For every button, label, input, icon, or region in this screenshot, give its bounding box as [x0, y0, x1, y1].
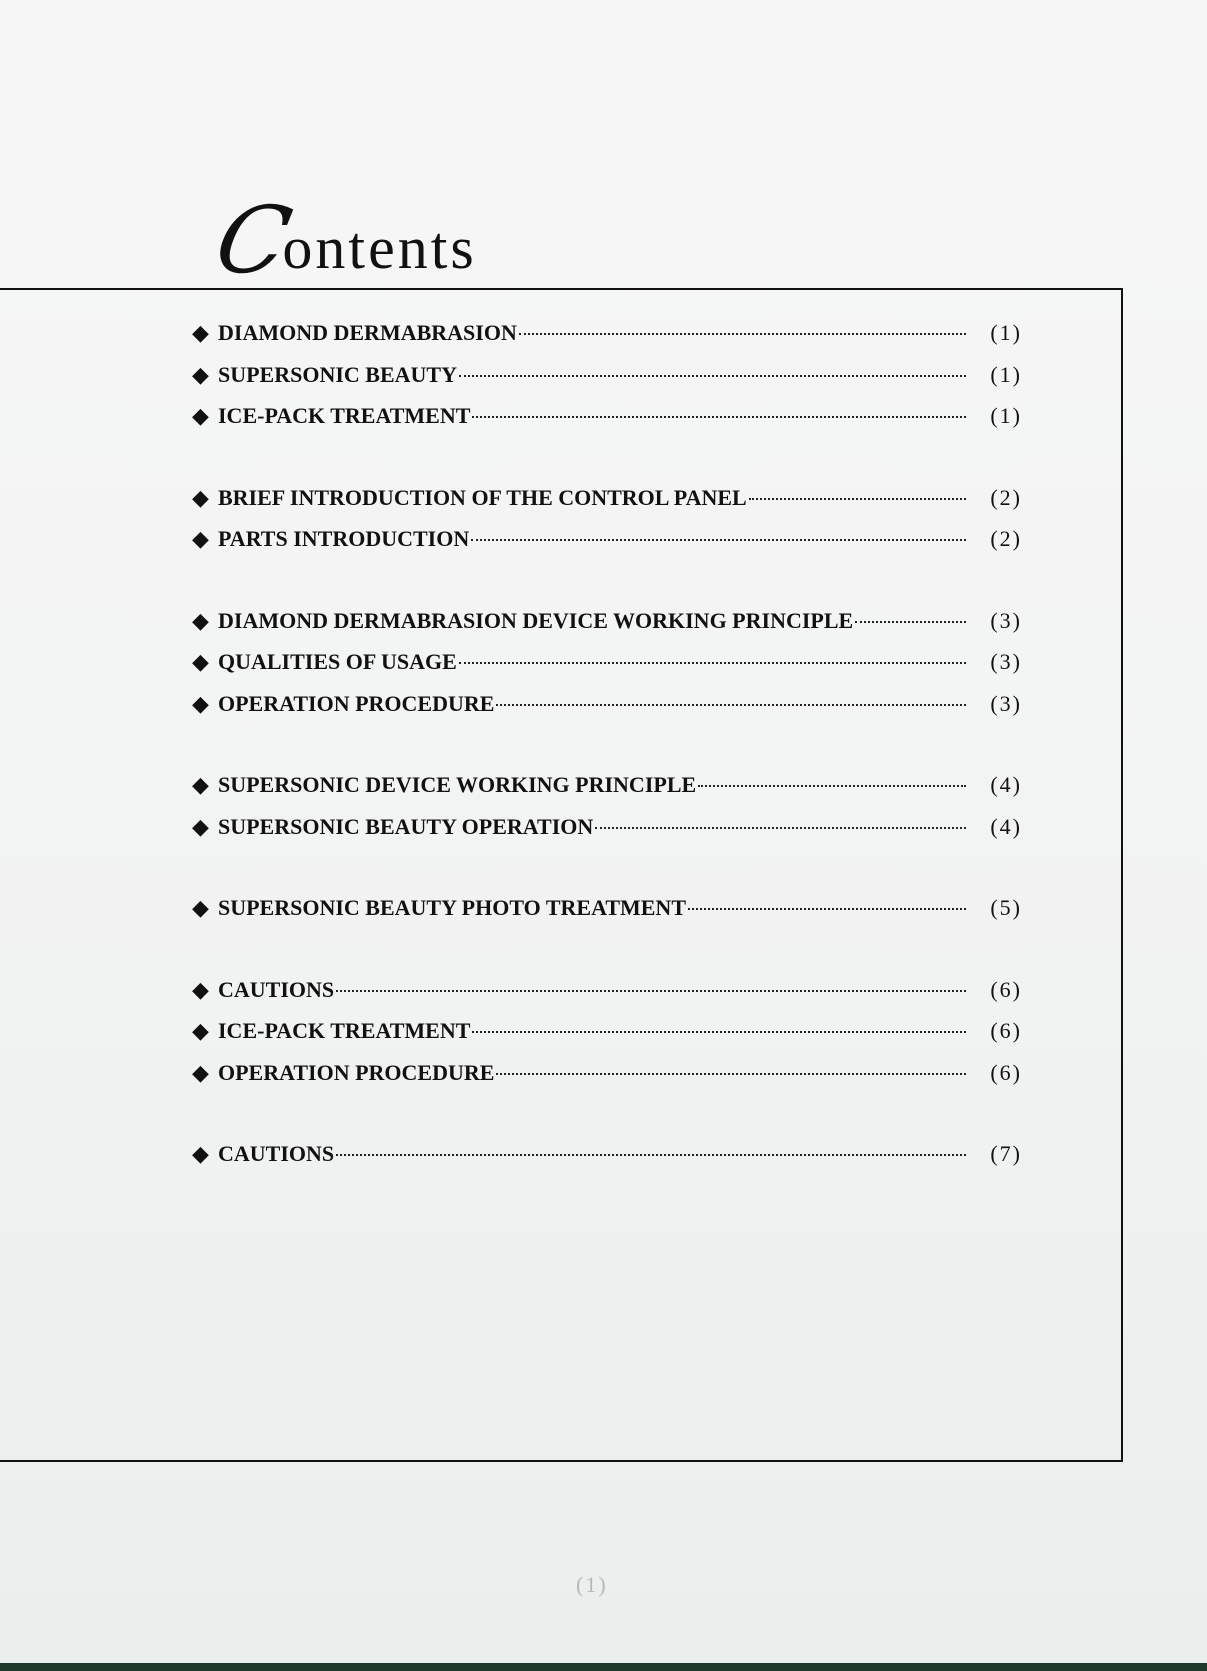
toc-entry-title: CAUTIONS [218, 976, 335, 1002]
toc-entry [192, 320, 1022, 362]
toc-entry-page: (2) [990, 484, 1022, 510]
toc-entry-title: SUPERSONIC DEVICE WORKING PRINCIPLE [218, 772, 697, 797]
toc-group [192, 772, 1022, 855]
toc-entry-title: CAUTIONS [218, 1141, 335, 1166]
title-rest: ontents [282, 215, 477, 281]
diamond-bullet-icon: ◆ [192, 1018, 209, 1043]
diamond-bullet-icon: ◆ [192, 526, 209, 551]
toc-entry [192, 403, 1022, 445]
toc-entry [192, 608, 1022, 650]
toc-entry-page: (6) [990, 1018, 1022, 1043]
toc-entry [192, 362, 1022, 404]
toc-entry-page: (6) [990, 1059, 1022, 1085]
diamond-bullet-icon: ◆ [192, 649, 209, 674]
table-of-contents [192, 320, 1022, 1223]
diamond-bullet-icon: ◆ [192, 1141, 209, 1166]
toc-entry-title: PARTS INTRODUCTION [218, 526, 470, 551]
diamond-bullet-icon: ◆ [192, 690, 209, 716]
toc-entry-page: (7) [990, 1141, 1022, 1166]
toc-entry [192, 1141, 1022, 1183]
diamond-bullet-icon: ◆ [192, 976, 209, 1002]
toc-group [192, 895, 1022, 937]
toc-entry-page: (3) [990, 607, 1022, 633]
toc-entry-page: (4) [990, 813, 1022, 839]
toc-entry-page: (3) [990, 690, 1022, 716]
toc-entry [192, 977, 1022, 1019]
toc-entry-title: DIAMOND DERMABRASION [218, 320, 517, 345]
toc-entry-title: SUPERSONIC BEAUTY OPERATION [218, 813, 594, 839]
dot-leader [595, 827, 966, 829]
dot-leader [698, 785, 966, 787]
toc-group [192, 608, 1022, 733]
toc-entry [192, 691, 1022, 733]
toc-group [192, 320, 1022, 445]
toc-group [192, 977, 1022, 1102]
dot-leader [688, 908, 966, 910]
toc-entry-title: BRIEF INTRODUCTION OF THE CONTROL PANEL [218, 484, 747, 510]
toc-entry [192, 814, 1022, 856]
diamond-bullet-icon: ◆ [192, 403, 209, 428]
dot-leader [519, 333, 966, 335]
bottom-edge [0, 1663, 1207, 1671]
dot-leader [336, 1154, 966, 1156]
dot-leader [459, 662, 966, 664]
toc-entry [192, 895, 1022, 937]
toc-entry [192, 1018, 1022, 1060]
dot-leader [471, 539, 966, 541]
toc-entry-page: (1) [990, 403, 1022, 428]
toc-entry-page: (5) [990, 895, 1022, 920]
diamond-bullet-icon: ◆ [192, 813, 209, 839]
toc-entry [192, 649, 1022, 691]
dot-leader [496, 1073, 966, 1075]
page-title [206, 187, 477, 294]
diamond-bullet-icon: ◆ [192, 895, 209, 920]
toc-entry [192, 772, 1022, 814]
toc-entry-title: OPERATION PROCEDURE [218, 690, 495, 716]
dot-leader [472, 416, 966, 418]
diamond-bullet-icon: ◆ [192, 607, 209, 633]
toc-entry-title: SUPERSONIC BEAUTY PHOTO TREATMENT [218, 895, 686, 920]
diamond-bullet-icon: ◆ [192, 484, 209, 510]
dot-leader [472, 1031, 966, 1033]
dot-leader [496, 704, 966, 706]
toc-entry-page: (1) [990, 320, 1022, 345]
toc-entry-title: DIAMOND DERMABRASION DEVICE WORKING PRINCIPLE [218, 607, 854, 633]
dot-leader [749, 498, 966, 500]
toc-group [192, 1141, 1022, 1183]
diamond-bullet-icon: ◆ [192, 361, 209, 387]
dot-leader [336, 990, 966, 992]
toc-entry-title: SUPERSONIC BEAUTY [218, 361, 457, 387]
toc-entry-page: (2) [990, 526, 1022, 551]
toc-entry-title: ICE-PACK TREATMENT [218, 403, 471, 428]
diamond-bullet-icon: ◆ [192, 772, 209, 797]
toc-entry [192, 485, 1022, 527]
diamond-bullet-icon: ◆ [192, 1059, 209, 1085]
title-initial: C [206, 187, 300, 294]
toc-group [192, 485, 1022, 568]
diamond-bullet-icon: ◆ [192, 320, 209, 345]
toc-entry-page: (4) [990, 772, 1022, 797]
page-number: (1) [576, 1572, 608, 1597]
toc-entry-page: (1) [990, 361, 1022, 387]
toc-entry [192, 526, 1022, 568]
toc-entry-page: (3) [990, 649, 1022, 674]
dot-leader [855, 621, 966, 623]
toc-entry-title: OPERATION PROCEDURE [218, 1059, 495, 1085]
toc-entry-title: ICE-PACK TREATMENT [218, 1018, 471, 1043]
toc-entry-title: QUALITIES OF USAGE [218, 649, 457, 674]
dot-leader [459, 375, 966, 377]
toc-entry-page: (6) [990, 976, 1022, 1002]
toc-entry [192, 1060, 1022, 1102]
